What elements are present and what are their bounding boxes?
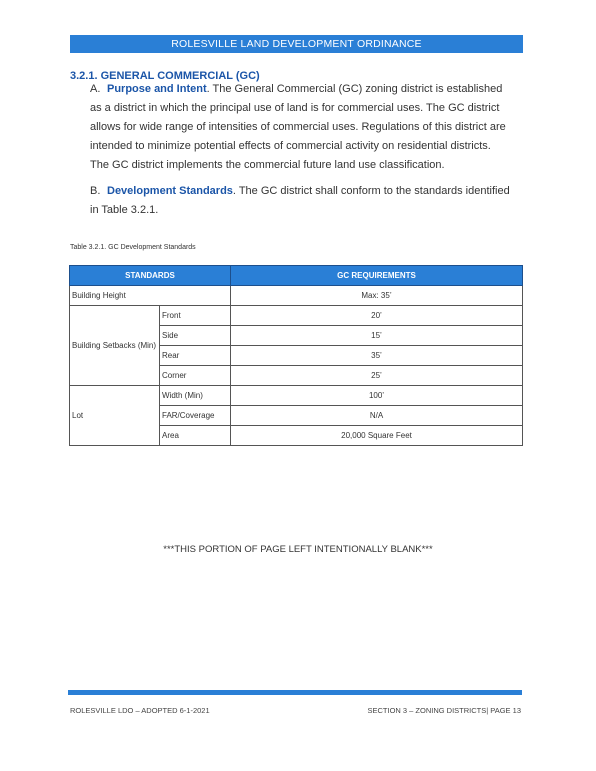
footer-bar: [68, 690, 522, 695]
corner-label: Corner: [160, 366, 231, 386]
table-row: [70, 386, 523, 406]
paragraph-text: . The GC district shall conform to the standards identified in Table 3.2.1.: [90, 185, 510, 216]
table-row: [70, 286, 523, 306]
page-header: ROLESVILLE LAND DEVELOPMENT ORDINANCE: [70, 35, 523, 53]
footer-left: ROLESVILLE LDO – ADOPTED 6-1-2021: [70, 706, 210, 715]
side-label: Side: [160, 326, 231, 346]
front-label: Front: [160, 306, 231, 326]
list-marker: B.: [90, 185, 101, 197]
table-header-row: [70, 266, 523, 286]
paragraph-heading: Development Standards: [107, 185, 233, 197]
table-row: [70, 306, 523, 326]
far-label: FAR/Coverage: [160, 406, 231, 426]
building-height-value: Max: 35’: [231, 286, 523, 306]
lot-label: Lot: [70, 386, 160, 446]
section-heading: 3.2.1. GENERAL COMMERCIAL (GC): [70, 70, 260, 82]
requirements-column-header: GC REQUIREMENTS: [231, 266, 523, 286]
building-height-label: Building Height: [70, 286, 231, 306]
blank-page-note: ***THIS PORTION OF PAGE LEFT INTENTIONALLY BLANK***: [163, 544, 433, 555]
area-label: Area: [160, 426, 231, 446]
standards-paragraph: [90, 182, 510, 220]
paragraph-text: . The General Commercial (GC) zoning district is established as a district in which the principal use of land is for commercial uses. The GC district allows for wide range of intensities of commercial uses. Regulations of this district are intended to minimize potential effects of commercial activity on residential districts. The GC district implements the commercial future land use classification.: [90, 83, 506, 171]
width-value: 100’: [231, 386, 523, 406]
rear-label: Rear: [160, 346, 231, 366]
list-marker: A.: [90, 83, 101, 95]
standards-column-header: STANDARDS: [70, 266, 231, 286]
front-value: 20’: [231, 306, 523, 326]
corner-value: 25’: [231, 366, 523, 386]
development-standards-table: [69, 265, 523, 446]
setbacks-label: Building Setbacks (Min): [70, 306, 160, 386]
paragraph-heading: Purpose and Intent: [107, 83, 207, 95]
purpose-paragraph: [90, 80, 510, 175]
table-caption: Table 3.2.1. GC Development Standards: [70, 244, 196, 251]
width-label: Width (Min): [160, 386, 231, 406]
far-value: N/A: [231, 406, 523, 426]
footer-right: SECTION 3 – ZONING DISTRICTS| PAGE 13: [367, 706, 521, 715]
rear-value: 35’: [231, 346, 523, 366]
area-value: 20,000 Square Feet: [231, 426, 523, 446]
side-value: 15’: [231, 326, 523, 346]
